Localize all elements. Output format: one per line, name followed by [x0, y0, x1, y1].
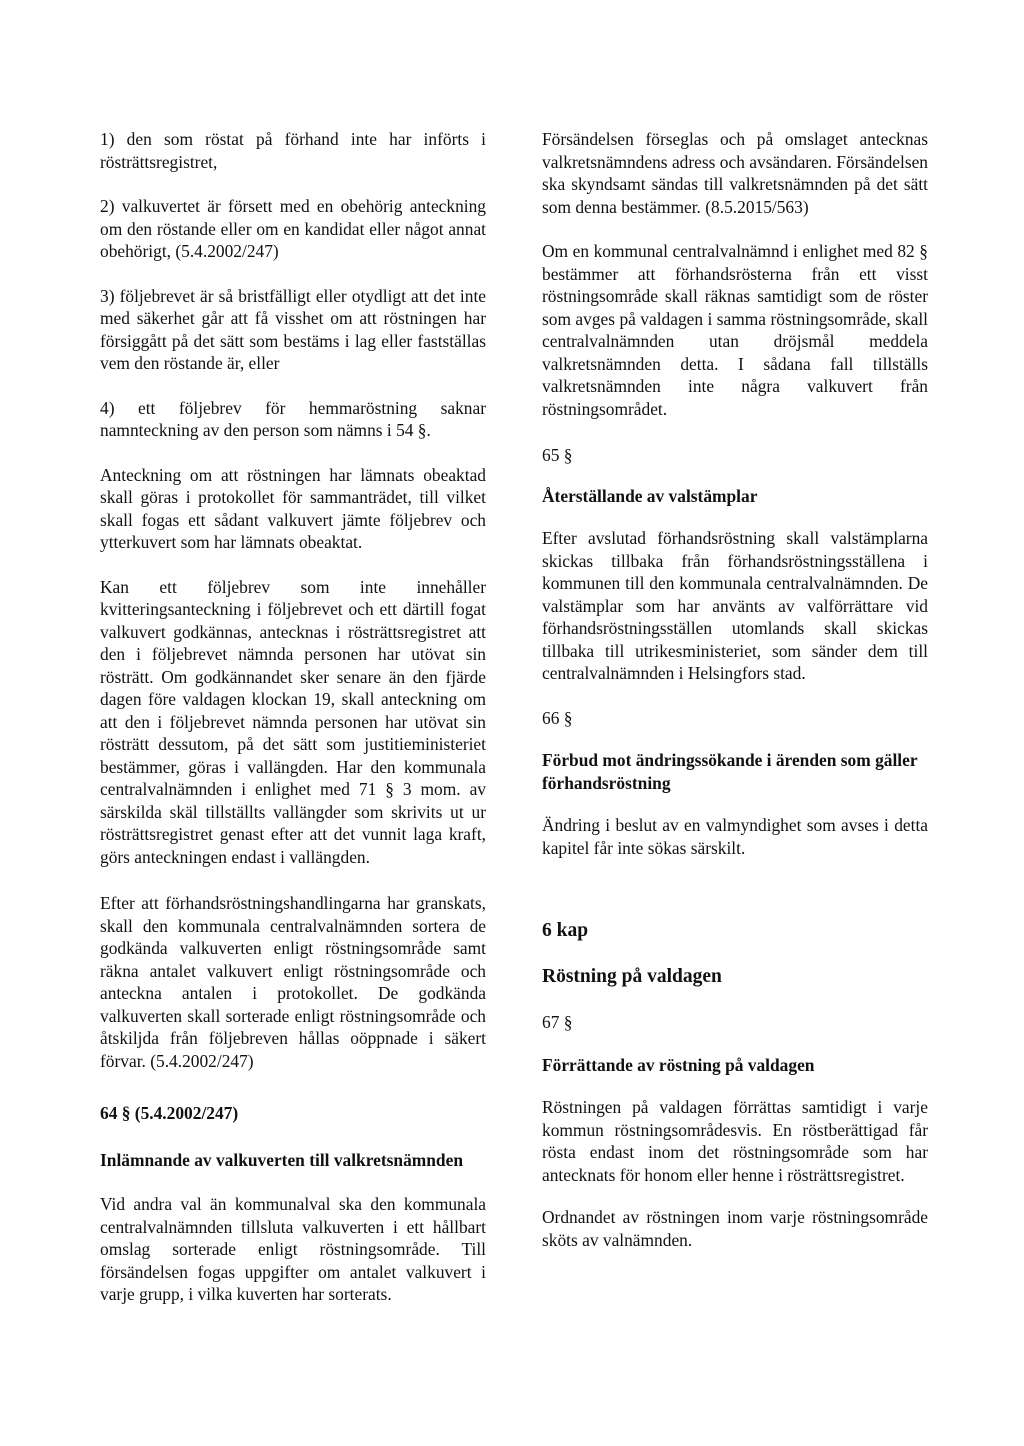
paragraph: Röstningen på valdagen förrättas samtidigt i varje kommun röstningsområdesvis. En röstberättigad får rösta endast inom det röstningsområde som har antecknats för honom eller henne i rösträttsregistret.: [542, 1097, 928, 1185]
paragraph: Försändelsen förseglas och på omslaget antecknas valkretsnämndens adress och avsändaren. Försändelsen ska skyndsamt sändas till valkretsnämnden på det sätt som denna bestämmer. (8.5.2015/563): [542, 129, 928, 217]
paragraph: Efter avslutad förhandsröstning skall valstämplarna skickas tillbaka från förhandsröstningsställena i kommunen till den kommunala centralvalnämnden. De valstämplar som har använts av valförrättare vid förhandsröstningsställen utomlands skall skickas tillbaka till utrikesministeriet, som sänder dem till centralvalnämnden i Helsingfors stad.: [542, 528, 928, 683]
paragraph: Ändring i beslut av en valmyndighet som avses i detta kapitel får inte sökas särskilt.: [542, 815, 928, 858]
paragraph: Om en kommunal centralvalnämnd i enlighet med 82 § bestämmer att förhandsrösterna från ett visst röstningsområde skall räknas samtidigt som de röster som avges på valdagen i samma röstningsområde, skall centralvalnämnden utan dröjsmål meddela valkretsnämnden detta. I sådana fall tillställs valkretsnämnden inte några valkuvert från röstningsområdet.: [542, 241, 928, 419]
section-number-64: 64 § (5.4.2002/247): [100, 1103, 239, 1123]
section-title-66: Förbud mot ändringssökande i ärenden som gäller förhandsröstning: [542, 750, 918, 793]
section-number-65: 65 §: [542, 445, 573, 465]
paragraph: 1) den som röstat på förhand inte har införts i rösträttsregistret,: [100, 129, 486, 172]
right-column: [542, 128, 928, 1251]
section-number-67: 67 §: [542, 1012, 573, 1032]
section-number-66: 66 §: [542, 707, 573, 728]
paragraph: 3) följebrevet är så bristfälligt eller otydligt att det inte med säkerhet går att få visshet om att röstningen har försiggått på det sätt som bestäms i lag eller fastställas vem den röstande är, eller: [100, 285, 486, 373]
left-column: [100, 128, 486, 1306]
section-title-65: Återställande av valstämplar: [542, 485, 758, 506]
paragraph: 2) valkuvertet är försett med en obehörig anteckning om den röstande eller om en kandidat eller något annat obehörigt, (5.4.2002/247): [100, 196, 486, 261]
chapter-title: Röstning på valdagen: [542, 966, 722, 987]
paragraph: Vid andra val än kommunalval ska den kommunala centralvalnämnden tillsluta valkuverten i ett hållbart omslag sorterade enligt röstningsområde. Till försändelsen fogas uppgifter om antalet valkuvert i varje grupp, i vilka kuverten har sorterats.: [100, 1194, 486, 1304]
paragraph: Ordnandet av röstningen inom varje röstningsområde sköts av valnämnden.: [542, 1207, 928, 1250]
paragraph: Anteckning om att röstningen har lämnats obeaktad skall göras i protokollet för sammanträdet, till vilket skall fogas ett sådant valkuvert jämte följebrev och ytterkuvert som har lämnats obeaktat.: [100, 464, 486, 552]
chapter-number: 6 kap: [542, 920, 589, 941]
section-title-67: Förrättande av röstning på valdagen: [542, 1054, 815, 1075]
section-title-64: Inlämnande av valkuverten till valkretsnämnden: [100, 1149, 463, 1170]
paragraph: 4) ett följebrev för hemmaröstning saknar namnteckning av den person som nämns i 54 §.: [100, 397, 486, 440]
paragraph: Efter att förhandsröstningshandlingarna har granskats, skall den kommunala centralvalnämnden sortera de godkända valkuverten enligt röstningsområde samt räkna antalet valkuvert enligt röstningsområde och anteckna antalen i protokollet. De godkända valkuverten skall sorterade enligt röstningsområde och åtskiljda från följebreven hållas oöppnade i säkert förvar. (5.4.2002/247): [100, 893, 486, 1071]
paragraph: Kan ett följebrev som inte innehåller kvitteringsanteckning i följebrevet och ett därtill fogat valkuvert godkännas, antecknas i rösträttsregistret att den i följebrevet nämnda personen har utövat sin rösträtt. Om godkännandet sker senare än den fjärde dagen före valdagen klockan 19, skall anteckning om att den i följebrevet nämnda personen har utövat sin rösträtt dessutom, på det sätt som justitieministeriet bestämmer, göras i vallängden. Har den kommunala centralvalnämnden i enlighet med 71 § 3 mom. av särskilda skäl tillställts vallängder som skrivits ut ur rösträttsregistret genast efter att det vunnit laga kraft, görs anteckningen endast i vallängden.: [100, 576, 486, 867]
